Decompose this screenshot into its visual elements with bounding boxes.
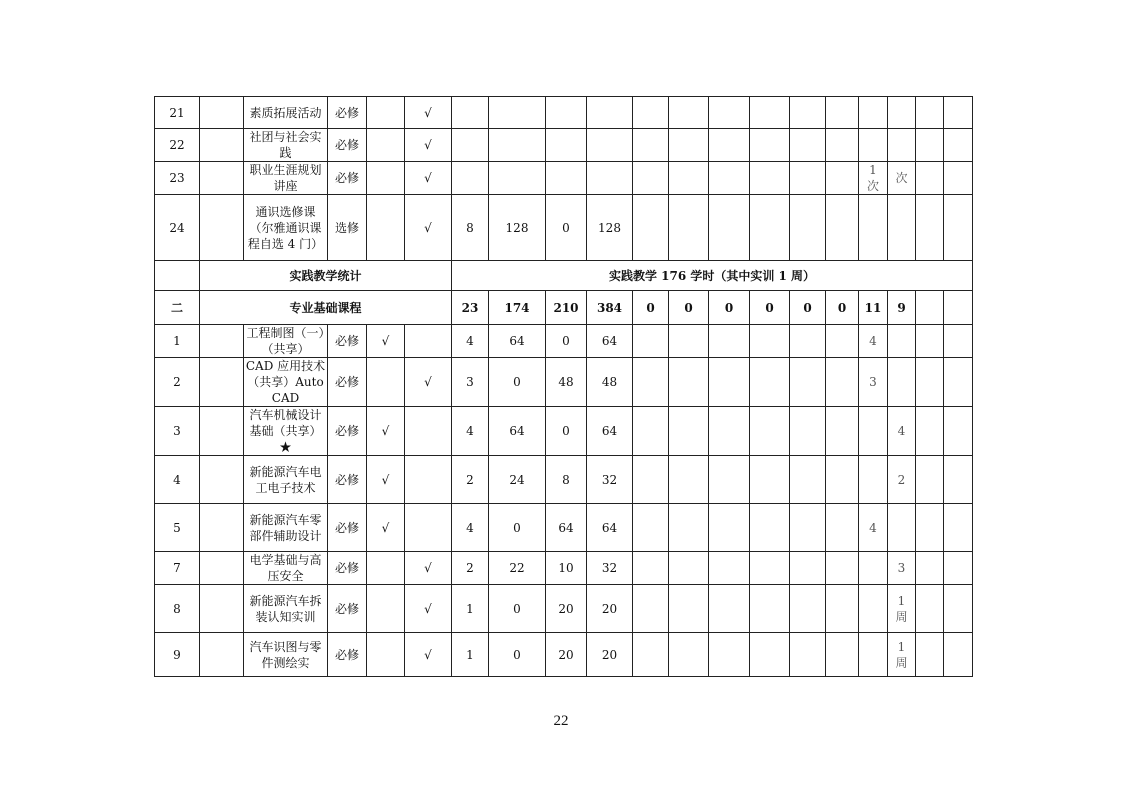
table-cell bbox=[200, 585, 244, 633]
table-cell bbox=[669, 162, 709, 195]
table-cell: 210 bbox=[546, 291, 587, 325]
table-cell: 8 bbox=[546, 456, 587, 504]
table-cell: 1 周 bbox=[888, 633, 916, 677]
table-cell bbox=[790, 407, 826, 456]
table-cell: 二 bbox=[155, 291, 200, 325]
table-cell: 0 bbox=[669, 291, 709, 325]
table-cell bbox=[669, 552, 709, 585]
table-cell: 64 bbox=[587, 407, 633, 456]
table-cell bbox=[200, 97, 244, 129]
table-cell bbox=[709, 504, 750, 552]
table-cell bbox=[790, 456, 826, 504]
table-cell: 2 bbox=[888, 456, 916, 504]
table-cell bbox=[200, 407, 244, 456]
table-cell bbox=[709, 97, 750, 129]
table-cell: 0 bbox=[546, 195, 587, 261]
table-cell bbox=[452, 162, 489, 195]
table-cell: 0 bbox=[709, 291, 750, 325]
table-cell: 0 bbox=[489, 585, 546, 633]
table-cell bbox=[367, 552, 405, 585]
table-cell bbox=[750, 504, 790, 552]
table-cell: 汽车机械设计基础（共享）★ bbox=[244, 407, 328, 456]
table-cell: 2 bbox=[452, 552, 489, 585]
table-cell: 2 bbox=[452, 456, 489, 504]
table-cell: √ bbox=[367, 407, 405, 456]
table-cell bbox=[709, 585, 750, 633]
table-cell bbox=[750, 552, 790, 585]
table-cell bbox=[944, 407, 973, 456]
table-cell: √ bbox=[405, 633, 452, 677]
table-cell bbox=[916, 633, 944, 677]
table-cell: 64 bbox=[546, 504, 587, 552]
table-cell: √ bbox=[405, 97, 452, 129]
table-cell: √ bbox=[405, 552, 452, 585]
table-cell: 必修 bbox=[328, 585, 367, 633]
table-cell: √ bbox=[405, 195, 452, 261]
table-cell bbox=[633, 162, 669, 195]
table-cell: 9 bbox=[155, 633, 200, 677]
table-cell: 必修 bbox=[328, 633, 367, 677]
table-cell bbox=[826, 504, 859, 552]
table-cell: 20 bbox=[587, 633, 633, 677]
table-cell bbox=[200, 633, 244, 677]
table-cell bbox=[405, 504, 452, 552]
table-cell bbox=[944, 129, 973, 162]
table-cell: 20 bbox=[546, 633, 587, 677]
table-cell bbox=[633, 407, 669, 456]
table-cell: √ bbox=[367, 456, 405, 504]
table-cell bbox=[200, 162, 244, 195]
table-cell bbox=[750, 162, 790, 195]
table-cell bbox=[709, 552, 750, 585]
table-cell bbox=[944, 97, 973, 129]
table-cell: CAD 应用技术（共享）Auto CAD bbox=[244, 358, 328, 407]
table-cell bbox=[709, 195, 750, 261]
table-cell bbox=[709, 407, 750, 456]
table-cell bbox=[859, 633, 888, 677]
table-cell bbox=[916, 325, 944, 358]
table-cell bbox=[367, 162, 405, 195]
table-cell bbox=[669, 585, 709, 633]
table-row bbox=[155, 585, 973, 633]
table-cell bbox=[669, 456, 709, 504]
table-cell: 32 bbox=[587, 552, 633, 585]
table-cell bbox=[859, 129, 888, 162]
table-cell bbox=[826, 552, 859, 585]
table-cell bbox=[367, 97, 405, 129]
table-cell bbox=[669, 633, 709, 677]
table-cell: 32 bbox=[587, 456, 633, 504]
table-cell bbox=[888, 325, 916, 358]
table-cell: 4 bbox=[452, 325, 489, 358]
table-cell bbox=[200, 456, 244, 504]
table-cell bbox=[669, 358, 709, 407]
table-cell bbox=[859, 585, 888, 633]
table-cell bbox=[709, 162, 750, 195]
table-cell bbox=[405, 456, 452, 504]
table-cell bbox=[452, 129, 489, 162]
table-cell bbox=[916, 291, 944, 325]
table-cell: 必修 bbox=[328, 325, 367, 358]
table-cell bbox=[200, 358, 244, 407]
table-row bbox=[155, 456, 973, 504]
table-cell bbox=[826, 325, 859, 358]
table-cell bbox=[944, 552, 973, 585]
table-cell bbox=[669, 504, 709, 552]
table-cell: 0 bbox=[546, 325, 587, 358]
table-cell bbox=[669, 407, 709, 456]
table-cell bbox=[750, 407, 790, 456]
table-cell bbox=[633, 129, 669, 162]
table-cell bbox=[669, 195, 709, 261]
table-cell bbox=[452, 97, 489, 129]
table-cell bbox=[489, 129, 546, 162]
table-cell: 0 bbox=[790, 291, 826, 325]
table-cell: 8 bbox=[452, 195, 489, 261]
table-cell: √ bbox=[405, 129, 452, 162]
table-row bbox=[155, 129, 973, 162]
table-cell: 0 bbox=[489, 633, 546, 677]
table-cell: 5 bbox=[155, 504, 200, 552]
table-cell: 64 bbox=[489, 407, 546, 456]
table-row bbox=[155, 162, 973, 195]
table-cell: 24 bbox=[489, 456, 546, 504]
table-cell: 0 bbox=[750, 291, 790, 325]
table-cell bbox=[633, 195, 669, 261]
table-cell: 通识选修课（尔雅通识课程自选 4 门） bbox=[244, 195, 328, 261]
table-cell bbox=[916, 358, 944, 407]
table-cell bbox=[944, 358, 973, 407]
table-cell bbox=[916, 407, 944, 456]
table-cell: 23 bbox=[452, 291, 489, 325]
table-cell bbox=[200, 325, 244, 358]
table-cell: 11 bbox=[859, 291, 888, 325]
table-cell: 20 bbox=[587, 585, 633, 633]
table-cell bbox=[790, 633, 826, 677]
page-number: 22 bbox=[553, 713, 569, 729]
table-cell: 新能源汽车拆装认知实训 bbox=[244, 585, 328, 633]
table-cell: √ bbox=[405, 585, 452, 633]
table-cell bbox=[367, 633, 405, 677]
table-cell bbox=[790, 358, 826, 407]
table-cell bbox=[750, 633, 790, 677]
table-cell bbox=[826, 358, 859, 407]
table-cell: 20 bbox=[546, 585, 587, 633]
table-cell bbox=[916, 97, 944, 129]
table-cell bbox=[709, 358, 750, 407]
table-cell bbox=[709, 456, 750, 504]
table-cell bbox=[750, 195, 790, 261]
table-cell bbox=[944, 456, 973, 504]
table-cell bbox=[944, 504, 973, 552]
table-row bbox=[155, 504, 973, 552]
table-cell: 128 bbox=[489, 195, 546, 261]
table-cell: √ bbox=[367, 325, 405, 358]
table-cell bbox=[826, 162, 859, 195]
table-cell: 9 bbox=[888, 291, 916, 325]
table-cell bbox=[489, 162, 546, 195]
table-cell: 10 bbox=[546, 552, 587, 585]
table-cell bbox=[826, 407, 859, 456]
table-cell bbox=[200, 129, 244, 162]
table-cell: 384 bbox=[587, 291, 633, 325]
table-cell: 职业生涯规划讲座 bbox=[244, 162, 328, 195]
table-cell bbox=[750, 97, 790, 129]
table-cell: 3 bbox=[859, 358, 888, 407]
table-cell: 4 bbox=[859, 325, 888, 358]
table-cell: 社团与社会实践 bbox=[244, 129, 328, 162]
table-cell: 工程制图（一）（共享） bbox=[244, 325, 328, 358]
table-cell bbox=[944, 195, 973, 261]
table-cell: 必修 bbox=[328, 129, 367, 162]
table-cell bbox=[790, 195, 826, 261]
table-cell bbox=[916, 456, 944, 504]
table-cell: 24 bbox=[155, 195, 200, 261]
table-cell bbox=[916, 585, 944, 633]
table-cell bbox=[633, 97, 669, 129]
table-cell bbox=[633, 633, 669, 677]
table-cell bbox=[826, 585, 859, 633]
table-cell: 174 bbox=[489, 291, 546, 325]
table-cell: 选修 bbox=[328, 195, 367, 261]
table-row bbox=[155, 195, 973, 261]
table-cell bbox=[859, 407, 888, 456]
table-cell bbox=[859, 552, 888, 585]
table-cell bbox=[200, 552, 244, 585]
table-cell bbox=[489, 97, 546, 129]
table-cell bbox=[709, 129, 750, 162]
table-cell bbox=[888, 129, 916, 162]
table-cell bbox=[405, 407, 452, 456]
practice-stat-row bbox=[155, 261, 973, 291]
table-cell: 7 bbox=[155, 552, 200, 585]
table-cell bbox=[367, 585, 405, 633]
table-cell: 必修 bbox=[328, 456, 367, 504]
table-cell bbox=[155, 261, 200, 291]
table-cell bbox=[367, 358, 405, 407]
table-cell: 128 bbox=[587, 195, 633, 261]
table-cell: 48 bbox=[587, 358, 633, 407]
table-cell: 专业基础课程 bbox=[200, 291, 452, 325]
table-cell bbox=[709, 325, 750, 358]
table-cell bbox=[633, 552, 669, 585]
table-cell bbox=[944, 325, 973, 358]
table-cell bbox=[859, 456, 888, 504]
table-cell: 电学基础与高压安全 bbox=[244, 552, 328, 585]
table-cell: 必修 bbox=[328, 358, 367, 407]
table-cell bbox=[790, 162, 826, 195]
table-cell: 22 bbox=[155, 129, 200, 162]
table-row bbox=[155, 633, 973, 677]
table-cell bbox=[916, 129, 944, 162]
table-cell: 21 bbox=[155, 97, 200, 129]
table-cell: 新能源汽车电工电子技术 bbox=[244, 456, 328, 504]
table-cell bbox=[669, 97, 709, 129]
table-cell bbox=[916, 195, 944, 261]
table-cell bbox=[944, 291, 973, 325]
table-cell: 2 bbox=[155, 358, 200, 407]
table-cell bbox=[888, 195, 916, 261]
table-cell: 64 bbox=[587, 504, 633, 552]
table-cell bbox=[826, 129, 859, 162]
table-cell: 新能源汽车零部件辅助设计 bbox=[244, 504, 328, 552]
table-cell bbox=[944, 162, 973, 195]
table-cell bbox=[790, 585, 826, 633]
table-cell bbox=[200, 195, 244, 261]
table-cell: 4 bbox=[888, 407, 916, 456]
table-cell bbox=[546, 129, 587, 162]
table-cell bbox=[367, 129, 405, 162]
table-cell bbox=[888, 358, 916, 407]
table-cell: 0 bbox=[489, 504, 546, 552]
table-cell bbox=[750, 585, 790, 633]
table-cell: 3 bbox=[155, 407, 200, 456]
table-cell bbox=[709, 633, 750, 677]
table-cell: 0 bbox=[826, 291, 859, 325]
table-cell: √ bbox=[367, 504, 405, 552]
table-cell bbox=[826, 456, 859, 504]
table-row bbox=[155, 97, 973, 129]
table-cell bbox=[790, 325, 826, 358]
table-cell bbox=[944, 633, 973, 677]
table-cell bbox=[826, 633, 859, 677]
table-cell bbox=[750, 358, 790, 407]
table-cell: 1 bbox=[452, 633, 489, 677]
table-cell bbox=[750, 456, 790, 504]
table-cell: 1 次 bbox=[859, 162, 888, 195]
table-cell: 0 bbox=[546, 407, 587, 456]
table-cell bbox=[546, 162, 587, 195]
table-cell bbox=[944, 585, 973, 633]
table-cell bbox=[587, 129, 633, 162]
table-cell bbox=[200, 504, 244, 552]
table-cell bbox=[633, 456, 669, 504]
table-cell bbox=[750, 325, 790, 358]
table-cell bbox=[916, 552, 944, 585]
table-cell: 1 bbox=[452, 585, 489, 633]
table-cell bbox=[826, 97, 859, 129]
table-cell bbox=[405, 325, 452, 358]
table-cell: 必修 bbox=[328, 504, 367, 552]
table-cell: 64 bbox=[489, 325, 546, 358]
course-plan-table bbox=[154, 96, 973, 677]
table-cell: 0 bbox=[489, 358, 546, 407]
table-cell bbox=[790, 504, 826, 552]
table-cell: 1 bbox=[155, 325, 200, 358]
section-row bbox=[155, 291, 973, 325]
table-cell: 3 bbox=[452, 358, 489, 407]
table-cell: 4 bbox=[859, 504, 888, 552]
table-cell: 8 bbox=[155, 585, 200, 633]
table-cell: 1 周 bbox=[888, 585, 916, 633]
table-cell: 汽车识图与零件测绘实 bbox=[244, 633, 328, 677]
table-cell bbox=[826, 195, 859, 261]
table-cell bbox=[790, 552, 826, 585]
table-row bbox=[155, 325, 973, 358]
table-cell: 4 bbox=[452, 407, 489, 456]
table-cell bbox=[587, 162, 633, 195]
table-cell bbox=[546, 97, 587, 129]
table-cell: 素质拓展活动 bbox=[244, 97, 328, 129]
table-cell: 3 bbox=[888, 552, 916, 585]
table-cell bbox=[633, 358, 669, 407]
table-cell bbox=[669, 129, 709, 162]
table-cell bbox=[587, 97, 633, 129]
table-cell: 4 bbox=[452, 504, 489, 552]
table-cell: 必修 bbox=[328, 552, 367, 585]
table-cell: 实践教学 176 学时（其中实训 1 周） bbox=[452, 261, 973, 291]
table-cell: 48 bbox=[546, 358, 587, 407]
table-cell: 必修 bbox=[328, 162, 367, 195]
table-row bbox=[155, 552, 973, 585]
table-cell: √ bbox=[405, 358, 452, 407]
table-cell: 0 bbox=[633, 291, 669, 325]
table-cell: 4 bbox=[155, 456, 200, 504]
table-cell bbox=[790, 97, 826, 129]
table-cell: 23 bbox=[155, 162, 200, 195]
table-cell bbox=[916, 504, 944, 552]
table-cell: 64 bbox=[587, 325, 633, 358]
table-row bbox=[155, 358, 973, 407]
table-cell bbox=[633, 585, 669, 633]
table-cell bbox=[633, 325, 669, 358]
table-cell bbox=[367, 195, 405, 261]
table-cell bbox=[633, 504, 669, 552]
table-row bbox=[155, 407, 973, 456]
table-cell bbox=[859, 195, 888, 261]
table-cell: 22 bbox=[489, 552, 546, 585]
table-cell: 次 bbox=[888, 162, 916, 195]
table-cell bbox=[916, 162, 944, 195]
table-cell bbox=[669, 325, 709, 358]
table-cell: 实践教学统计 bbox=[200, 261, 452, 291]
table-cell bbox=[750, 129, 790, 162]
table-cell bbox=[888, 504, 916, 552]
table-cell bbox=[888, 97, 916, 129]
table-cell bbox=[790, 129, 826, 162]
table-cell: 必修 bbox=[328, 407, 367, 456]
table-cell: 必修 bbox=[328, 97, 367, 129]
table-cell bbox=[859, 97, 888, 129]
table-cell: √ bbox=[405, 162, 452, 195]
